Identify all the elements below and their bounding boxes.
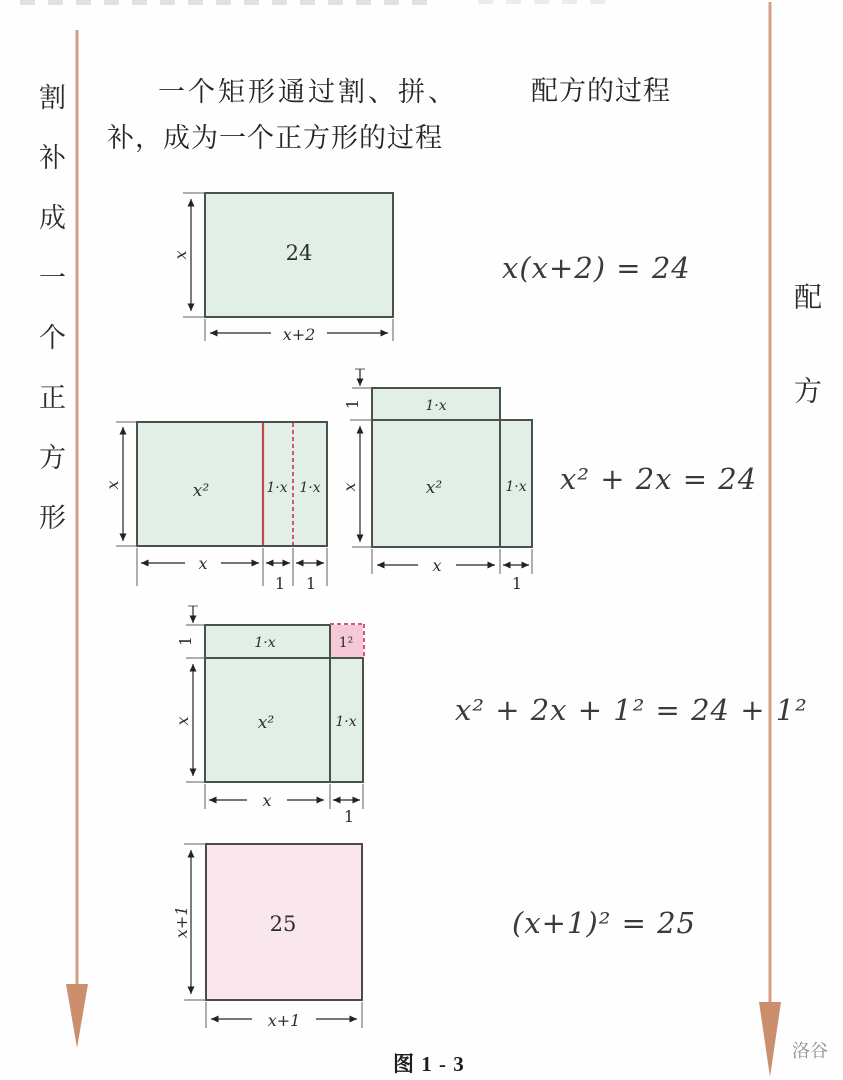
height-label: x	[340, 482, 359, 492]
equation-4: (x+1)² = 25	[512, 906, 696, 940]
unit-label: 1	[343, 398, 362, 410]
arrowhead-icon	[759, 1002, 781, 1077]
equation-2: x² + 2x = 24	[560, 462, 758, 496]
area-label: 24	[285, 241, 313, 265]
right-strip-label: 1·x	[505, 479, 527, 495]
header-line1-right: 配方的过程	[531, 76, 671, 106]
right-strip-label: 1·x	[335, 714, 357, 730]
right-process-label: 配方	[791, 282, 822, 470]
watermark: 洛谷	[792, 1041, 828, 1061]
corner-label: 1²	[338, 635, 354, 651]
unit-label: 1	[305, 574, 317, 593]
main-label: x²	[425, 478, 443, 498]
figure-rearranged	[340, 369, 532, 593]
header-line2: 补，成为一个正方形的过程	[107, 123, 443, 153]
width-label: x	[432, 556, 442, 575]
right-process-arrow	[759, 2, 781, 1077]
figure-completed-square	[173, 606, 364, 826]
unit-label: 1	[176, 635, 195, 647]
unit-label: 1	[343, 807, 355, 826]
width-label: x+1	[267, 1011, 301, 1030]
width-label: x+2	[282, 325, 316, 344]
height-label: x	[171, 250, 190, 260]
left-process-label: 割补成一个正方形	[35, 83, 65, 563]
main-label: x²	[192, 481, 210, 501]
top-strip-label: 1·x	[254, 635, 276, 651]
height-label: x+1	[172, 905, 191, 939]
top-strip-label: 1·x	[425, 398, 447, 414]
area-label: 25	[269, 912, 297, 936]
width-label: x	[262, 791, 272, 810]
header-line1-left: 一个矩形通过割、拼、	[158, 77, 458, 107]
main-label: x²	[257, 713, 275, 733]
figure-rectangle-24	[171, 193, 393, 344]
equation-3: x² + 2x + 1² = 24 + 1²	[455, 693, 808, 727]
strip1-label: 1·x	[266, 480, 288, 496]
figure-caption: 图 1 - 3	[393, 1052, 465, 1076]
arrowhead-icon	[66, 984, 88, 1048]
height-label: x	[173, 716, 192, 726]
left-process-arrow	[66, 30, 88, 1048]
unit-label: 1	[511, 574, 523, 593]
figure-rectangle-split	[103, 422, 327, 593]
strip2-label: 1·x	[299, 480, 321, 496]
height-label: x	[103, 480, 122, 490]
figure-square-25	[172, 844, 362, 1030]
unit-label: 1	[274, 574, 286, 593]
width-label: x	[198, 554, 208, 573]
equation-1: x(x+2) = 24	[502, 251, 691, 285]
